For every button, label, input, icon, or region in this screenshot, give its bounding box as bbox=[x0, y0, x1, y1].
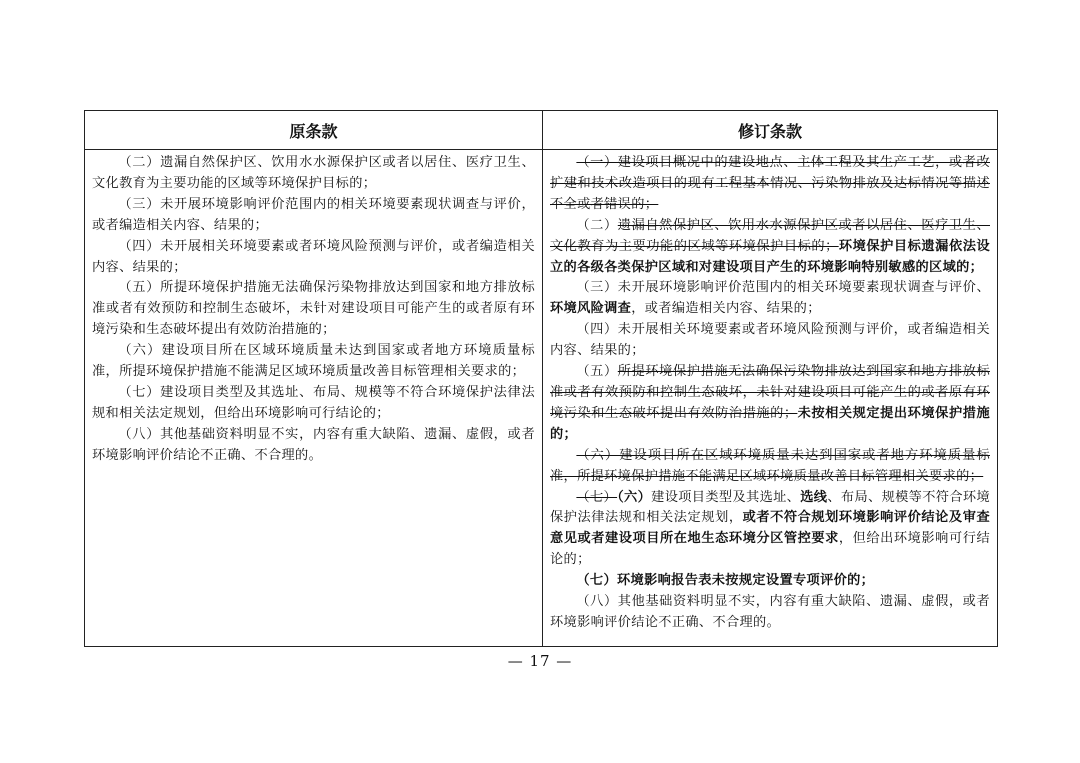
clause-paragraph bbox=[550, 592, 990, 634]
added-text: 未按相关规定提出环境保护措施的； bbox=[550, 405, 990, 442]
original-clause-cell bbox=[85, 150, 543, 647]
added-text: （六） bbox=[617, 489, 652, 505]
revised-clause-cell bbox=[543, 150, 998, 647]
clause-text: （五）所提环境保护措施无法确保污染物排放达到国家和地方排放标准或者有效预防和控制生态破坏，未针对建设项目可能产生的或者原有环境污染和生态破坏提出有效防治措施的； bbox=[92, 280, 535, 338]
clause-text: （三）未开展环境影响评价范围内的相关环境要素现状调查与评价、 bbox=[576, 280, 990, 296]
clause-paragraph bbox=[92, 341, 535, 383]
deleted-text: （七） bbox=[576, 489, 618, 505]
clause-text: （八）其他基础资料明显不实，内容有重大缺陷、遗漏、虚假，或者环境影响评价结论不正确、不合理的。 bbox=[92, 426, 535, 463]
clause-paragraph bbox=[92, 278, 535, 341]
clause-text: （四）未开展相关环境要素或者环境风险预测与评价，或者编造相关内容、结果的； bbox=[92, 238, 535, 275]
added-text: 环境保护目标遗漏依法设立的各级各类保护区域和对建设项目产生的环境影响特别敏感的区域的； bbox=[550, 238, 990, 275]
clause-paragraph bbox=[550, 446, 990, 488]
deleted-text: 所提环境保护措施无法确保污染物排放达到国家和地方排放标准或者有效预防和控制生态破坏，未针对建设项目可能产生的或者原有环境污染和生态破坏提出有效防治措施的； bbox=[550, 364, 990, 421]
clause-text: （二） bbox=[576, 217, 618, 233]
clause-text: （四）未开展相关环境要素或者环境风险预测与评价，或者编造相关内容、结果的； bbox=[550, 322, 990, 359]
added-text: （七）环境影响报告表未按规定设置专项评价的； bbox=[576, 573, 875, 589]
clause-text: （五） bbox=[576, 364, 618, 380]
clause-paragraph bbox=[550, 488, 990, 572]
table-header-row bbox=[85, 111, 998, 150]
clause-text: 、布局、规模等不符合环境保护法律法规和相关法定规划， bbox=[550, 489, 990, 526]
clause-text: ，或者编造相关内容、结果的； bbox=[631, 301, 821, 317]
clause-paragraph bbox=[550, 216, 990, 279]
header-original-clause: 原条款 bbox=[85, 111, 543, 150]
clause-text: （八）其他基础资料明显不实，内容有重大缺陷、遗漏、虚假，或者环境影响评价结论不正确、不合理的。 bbox=[550, 594, 990, 630]
clause-text: （三）未开展环境影响评价范围内的相关环境要素现状调查与评价，或者编造相关内容、结果的； bbox=[92, 196, 535, 233]
table-row bbox=[85, 150, 998, 647]
original-clause-text bbox=[92, 153, 535, 467]
clause-text: （七）建设项目类型及其选址、布局、规模等不符合环境保护法律法规和相关法定规划，但给出环境影响可行结论的； bbox=[92, 384, 535, 421]
deleted-text: （一）建设项目概况中的建设地点、主体工程及其生产工艺，或者改扩建和技术改造项目的现有工程基本情况、污染物排放及达标情况等描述不全或者错误的； bbox=[550, 155, 990, 212]
header-revised-clause: 修订条款 bbox=[543, 111, 998, 150]
clause-paragraph bbox=[550, 278, 990, 320]
clause-paragraph bbox=[92, 195, 535, 237]
clause-text: （二）遗漏自然保护区、饮用水水源保护区或者以居住、医疗卫生、文化教育为主要功能的区域等环境保护目标的； bbox=[92, 155, 535, 191]
added-text: 环境风险调查 bbox=[550, 301, 632, 317]
clause-text: 建设项目类型及其选址、 bbox=[651, 489, 801, 505]
clause-paragraph bbox=[550, 320, 990, 362]
page-number: — 17 — bbox=[507, 652, 573, 670]
deleted-text: 遗漏自然保护区、饮用水水源保护区或者以居住、医疗卫生、文化教育为主要功能的区域等环境保护目标的； bbox=[550, 217, 990, 254]
clause-paragraph bbox=[550, 153, 990, 216]
amendment-comparison-table bbox=[84, 110, 998, 647]
clause-text: （六）建设项目所在区域环境质量未达到国家或者地方环境质量标准，所提环境保护措施不能满足区域环境质量改善目标管理相关要求的； bbox=[92, 343, 535, 380]
clause-paragraph bbox=[92, 425, 535, 467]
clause-text: ，但给出环境影响可行结论的； bbox=[550, 531, 990, 568]
clause-paragraph bbox=[92, 237, 535, 279]
added-text: 选线 bbox=[800, 489, 828, 505]
revised-clause-text bbox=[550, 153, 990, 634]
deleted-text: （六）建设项目所在区域环境质量未达到国家或者地方环境质量标准，所提环境保护措施不能满足区域环境质量改善目标管理相关要求的； bbox=[550, 447, 990, 484]
clause-paragraph bbox=[550, 571, 990, 592]
clause-paragraph bbox=[550, 362, 990, 446]
added-text: 或者不符合规划环境影响评价结论及审查意见或者建设项目所在地生态环境分区管控要求 bbox=[550, 510, 990, 547]
clause-paragraph bbox=[92, 383, 535, 425]
clause-paragraph bbox=[92, 153, 535, 195]
